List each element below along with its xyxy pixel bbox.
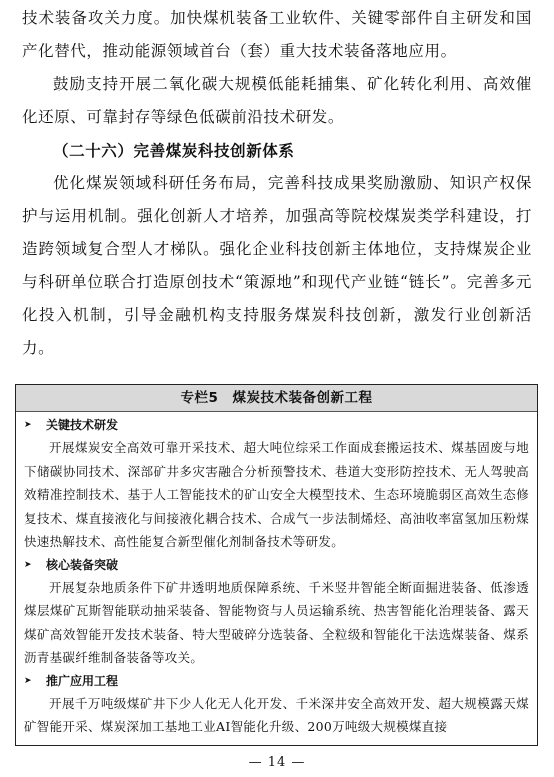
section-heading: （二十六）完善煤炭科技创新体系 <box>53 141 295 160</box>
arrow-bullet-icon: ➤ <box>24 675 32 686</box>
column-number: 专栏5 <box>180 390 219 406</box>
sub-heading-promotion: ➤ 推广应用工程 <box>24 670 529 692</box>
page-number: — 14 — <box>248 755 306 770</box>
body-paragraph-equipment: 技术装备攻关力度。加快煤机装备工业软件、关键零部件自主研发和国产化替代，推动能源领域首台（套）重大技术装备落地应用。 <box>22 9 532 60</box>
sub-heading-key-tech: ➤ 关键技术研发 <box>24 414 529 436</box>
arrow-bullet-icon: ➤ <box>24 420 32 430</box>
column-box-header <box>16 385 537 412</box>
body-paragraph-co2: 鼓励支持开展二氧化碳大规模低能耗捕集、矿化转化利用、高效催化还原、可靠封存等绿色低碳前沿技术研发。 <box>22 75 532 126</box>
box-paragraph-promotion: 开展千万吨级煤矿井下少人化无人化开发、千米深井安全高效开发、超大规模露天煤矿智能开采、煤炭深加工基地工业AI智能化升级、200万吨级大规模煤直接 <box>24 695 529 734</box>
sub-heading-core-equipment: ➤ 核心装备突破 <box>24 554 529 576</box>
column-box-body <box>16 412 537 739</box>
column-box <box>15 384 538 746</box>
arrow-bullet-icon: ➤ <box>24 559 32 570</box>
box-paragraph-core-equipment: 开展复杂地质条件下矿井透明地质保障系统、千米竖井智能全断面掘进装备、低渗透煤层煤矿瓦斯智能联动抽采装备、智能物资与人员运输系统、热害智能化治理装备、露天煤矿高效智能开发技术装备、特大型破碎分选装备、全粒级和智能化干法选煤装备、煤系沥青基碳纤维制备装备等攻关。 <box>24 579 529 665</box>
column-title: 煤炭技术装备创新工程 <box>232 390 373 406</box>
box-paragraph-key-tech: 开展煤炭安全高效可靠开采技术、超大吨位综采工作面成套搬运技术、煤基固废与地下储碳协同技术、深部矿井多灾害融合分析预警技术、巷道大变形防控技术、无人驾驶高效精准控制技术、基于人工智能技术的矿山安全大模型技术、生态环境脆弱区高效生态修复技术、煤直接液化与间接液化耦合技术、合成气一步法制烯烃、高油收率富氢加压粉煤快速热解技术、高性能复合新型催化剂制备技术等研发。 <box>24 440 529 549</box>
body-paragraph-innovation: 优化煤炭领域科研任务布局，完善科技成果奖励激励、知识产权保护与运用机制。强化创新人才培养，加强高等院校煤炭类学科建设，打造跨领域复合型人才梯队。强化企业科技创新主体地位，支持煤炭企业与科研单位联合打造原创技术“策源地”和现代产业链“链长”。完善多元化投入机制，引导金融机构支持服务煤炭科技创新，激发行业创新活力。 <box>22 174 532 357</box>
